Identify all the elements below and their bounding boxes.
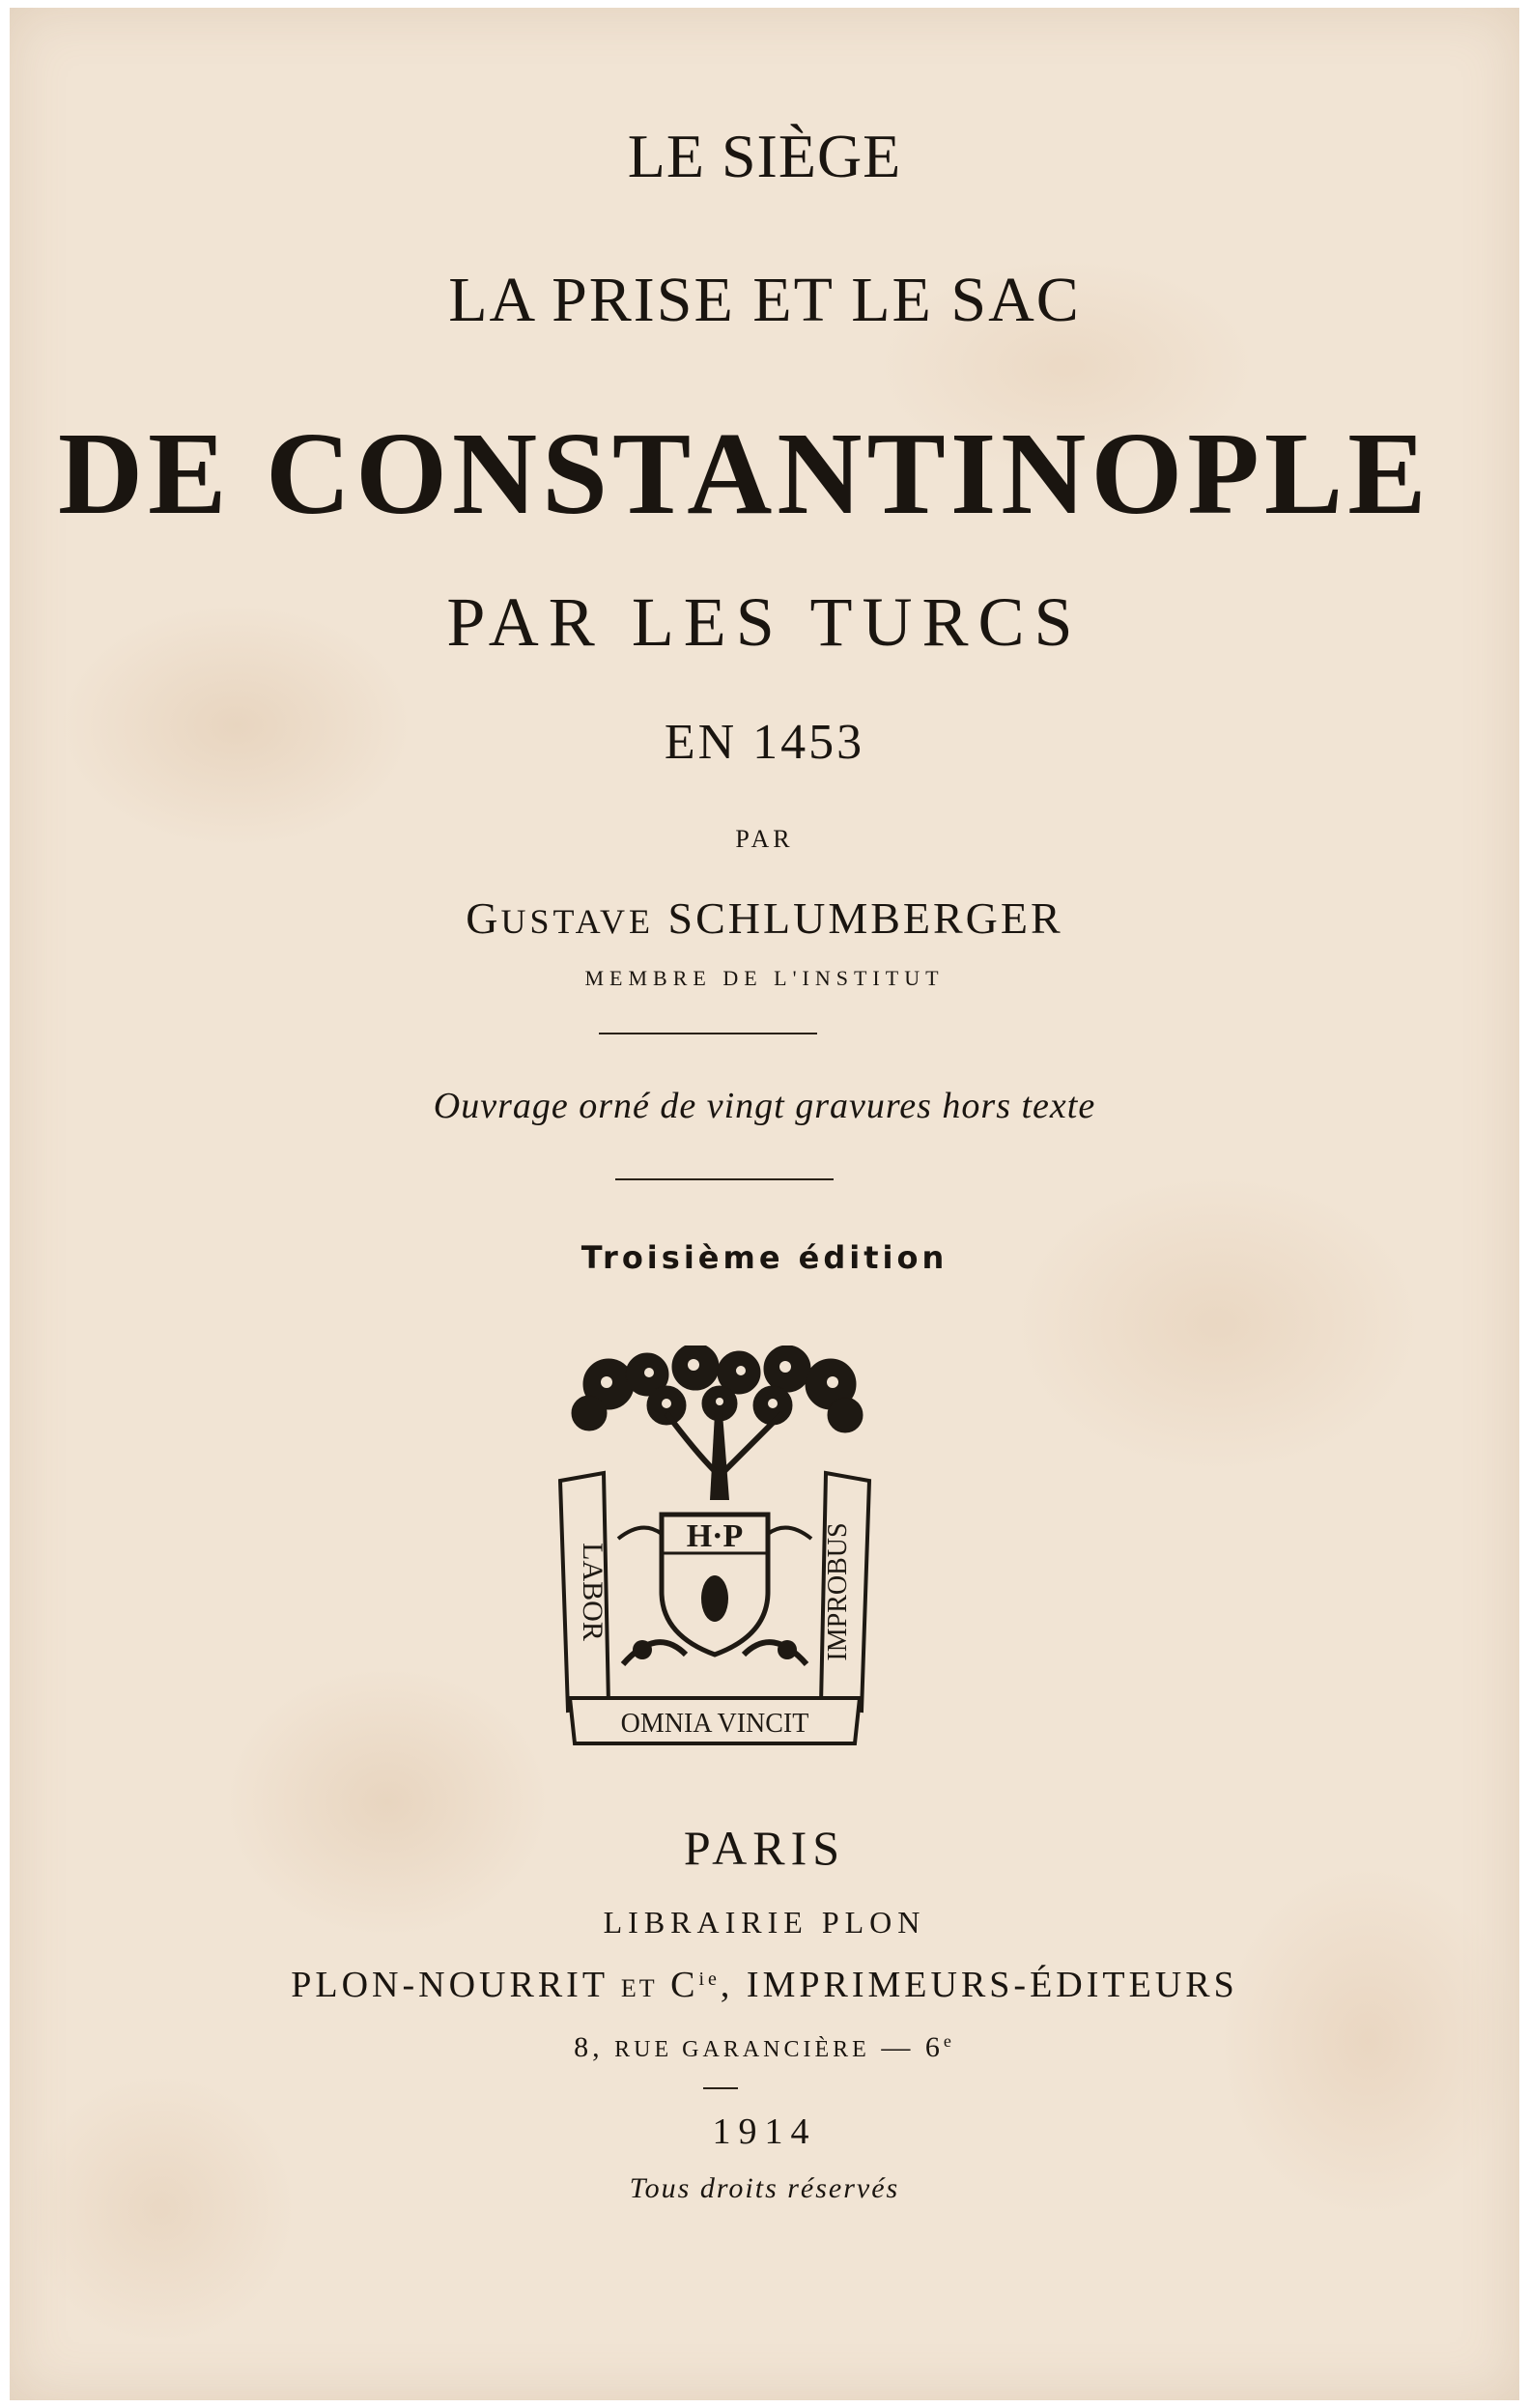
publisher-city: PARIS [683,1821,846,1875]
divider-rule [615,1178,834,1180]
divider-rule-short [703,2087,738,2089]
author-last: SCHLUMBERGER [667,893,1063,943]
author-name [10,893,1519,943]
plon-part-b: , IMPRIMEURS-ÉDITEURS [720,1965,1238,2005]
title-date: EN 1453 [664,715,865,770]
par-label: PAR [735,825,794,853]
illustrations-note: Ouvrage orné de vingt gravures hors texte [433,1086,1096,1126]
author-first-rest: USTAVE [500,902,655,941]
publication-year: 1914 [712,2111,817,2152]
title-page [10,8,1519,2400]
title-line-2: LA PRISE ET LE SAC [448,265,1081,335]
rue-dash: — 6 [869,2031,944,2063]
title-line-4: PAR LES TURCS [446,583,1083,661]
author-affiliation: MEMBRE DE L'INSTITUT [584,966,945,990]
title-line-1: LE SIÈGE [627,122,902,190]
emblem-banner-left: LABOR [577,1543,609,1641]
rights-notice: Tous droits réservés [629,2172,900,2204]
plon-part-a: PLON-NOURRIT [291,1965,621,2005]
rue-name: RUE GARANCIÈRE [614,2037,870,2062]
divider-rule [599,1033,817,1034]
publisher-emblem-icon [551,1346,879,1751]
publisher-name: LIBRAIRIE PLON [603,1905,926,1940]
edition-label: Troisième édition [580,1239,949,1276]
rue-sup: e [943,2031,955,2051]
emblem-ribbon: OMNIA VINCIT [620,1709,809,1739]
rue-number: 8, [574,2031,615,2063]
plon-sup: ie [698,1969,721,1990]
publisher-printers [10,1967,1519,2003]
plon-et: ET [620,1974,658,2002]
emblem-monogram: H·P [686,1518,744,1554]
title-main: DE CONSTANTINOPLE [58,409,1431,539]
publisher-address [10,2032,1519,2062]
author-first-initial: G [466,893,501,943]
emblem-banner-right: IMPROBUS [823,1522,853,1661]
plon-part-c: C [657,1965,699,2005]
